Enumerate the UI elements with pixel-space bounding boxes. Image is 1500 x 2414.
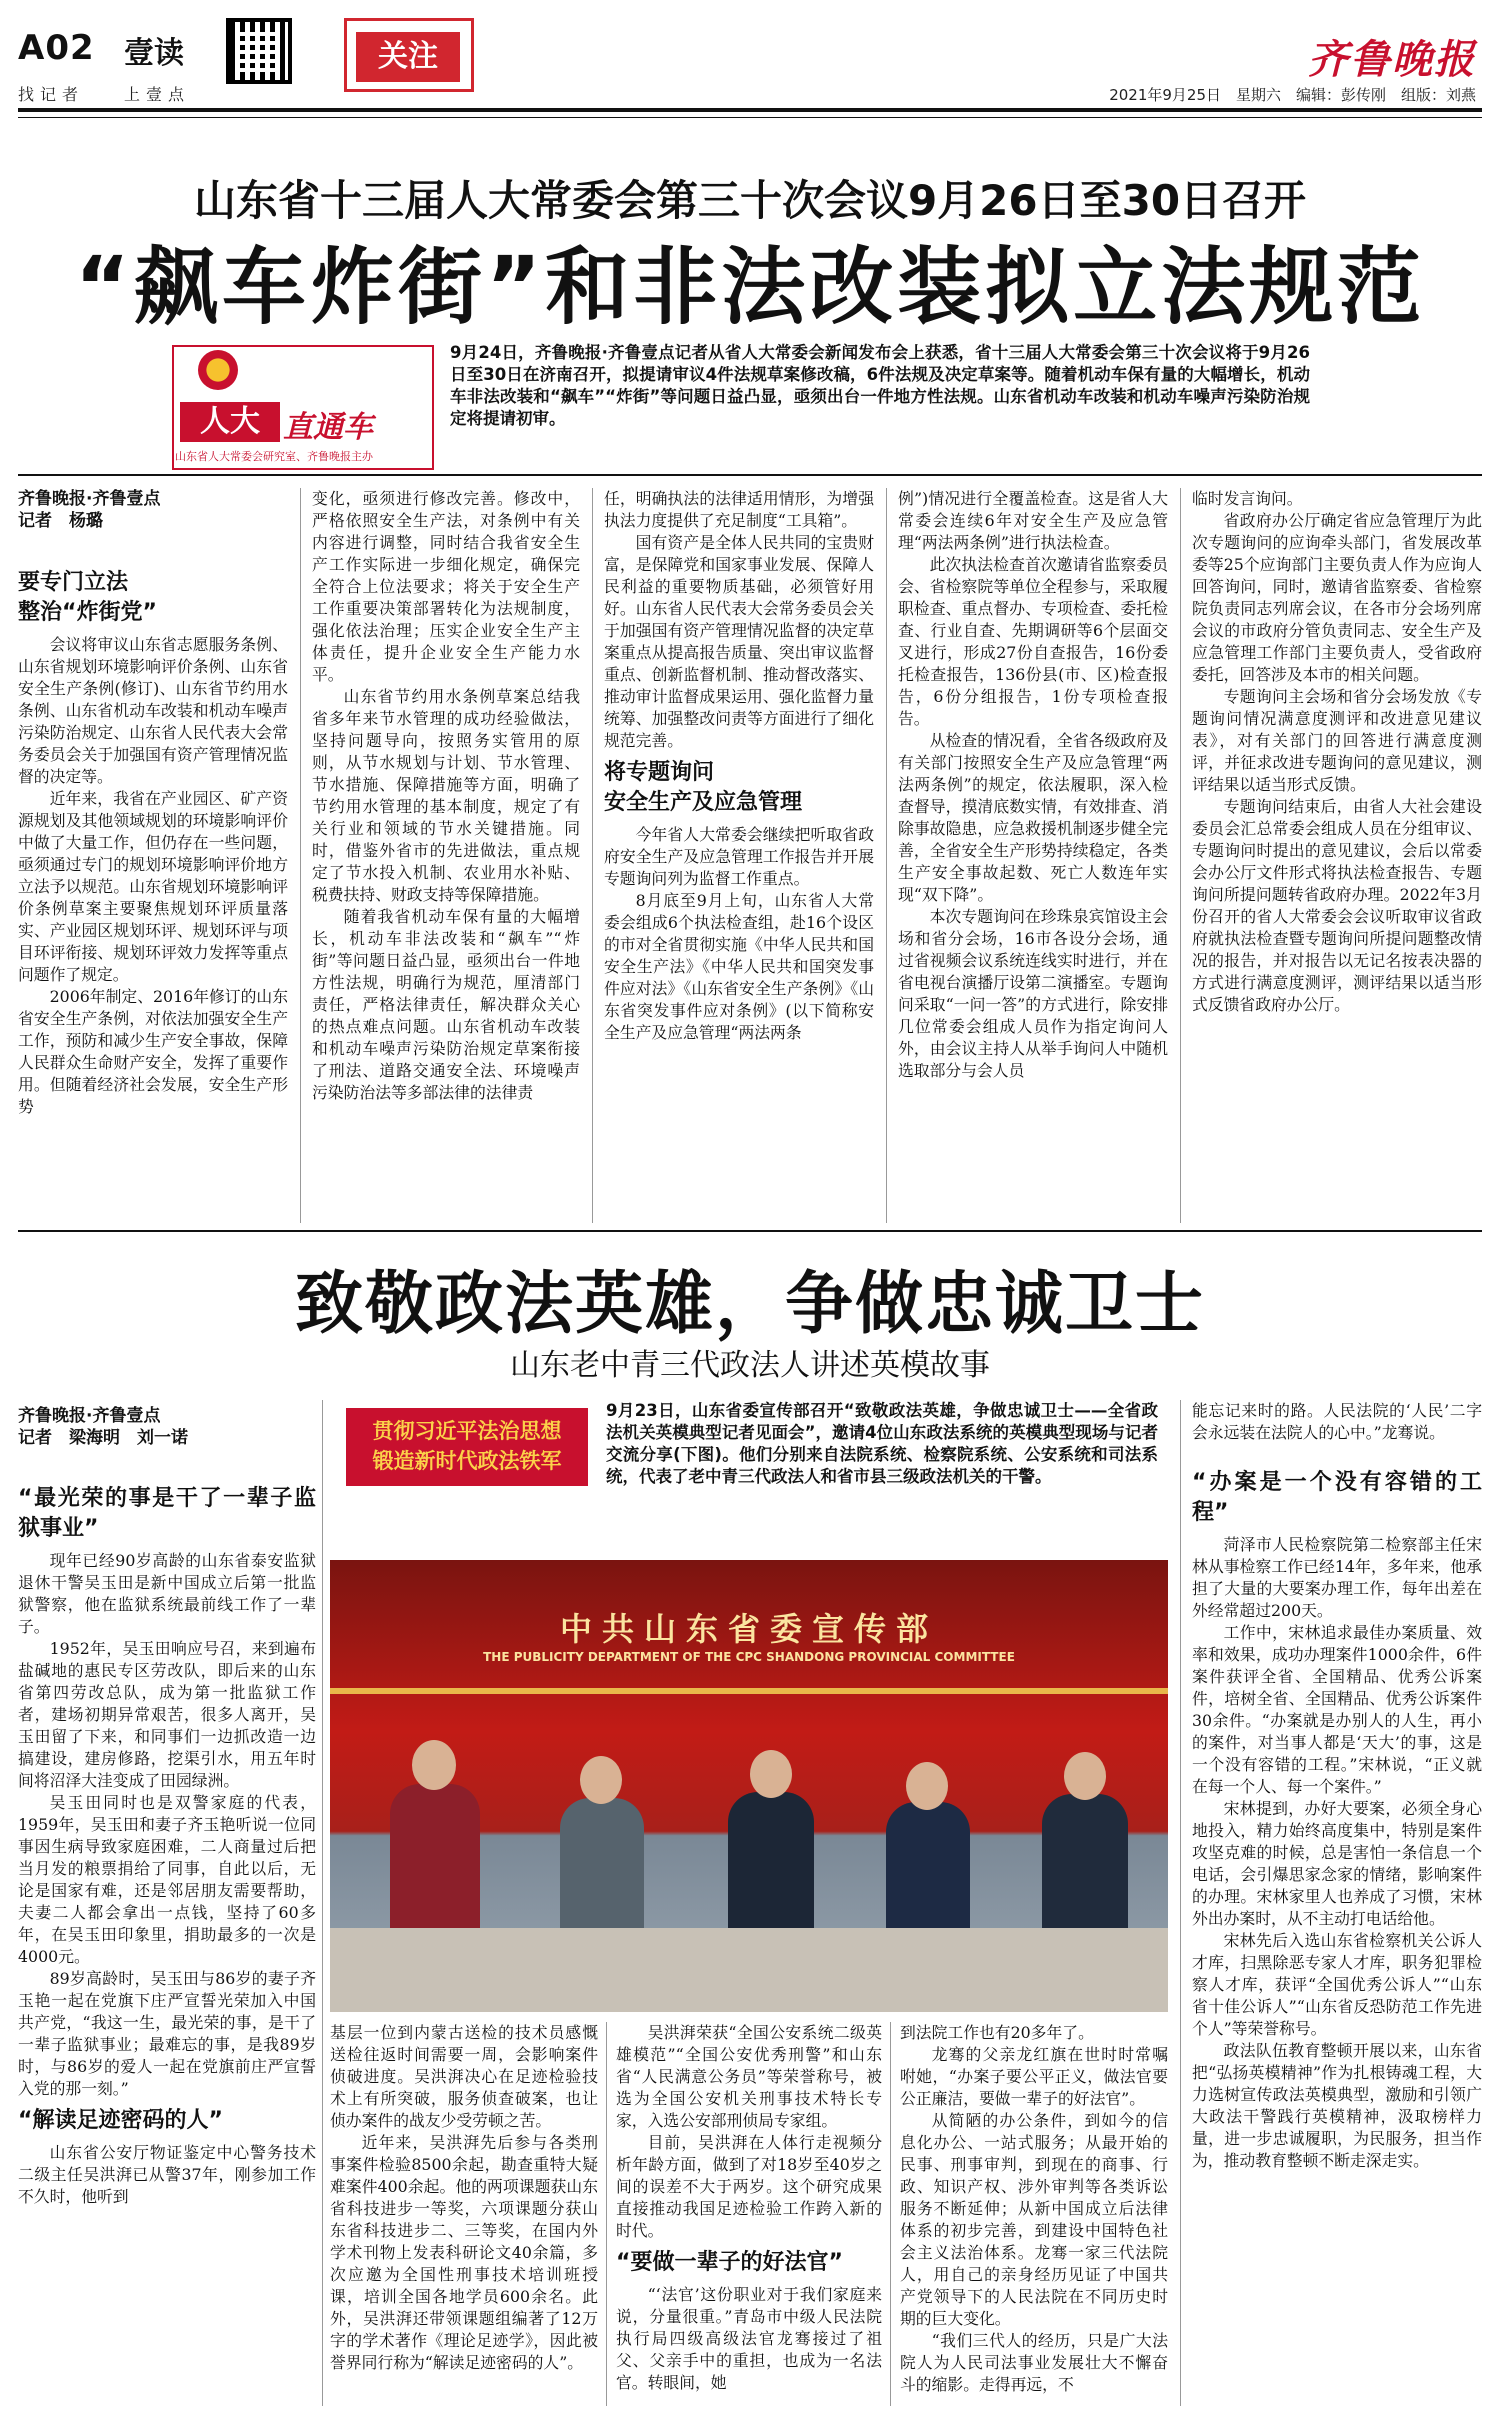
story1-column-3	[604, 488, 874, 1223]
column-divider	[606, 2022, 607, 2406]
paragraph: 山东省公安厅物证鉴定中心警务技术二级主任吴洪湃已从警37年，刚参加工作不久时，他听到	[18, 2143, 316, 2206]
speaker-figure	[560, 1798, 644, 1934]
story2-column-4	[900, 2022, 1168, 2406]
paragraph: 会议将审议山东省志愿服务条例、山东省规划环境影响评价条例、山东省安全生产条例(修订)、山东省节约用水条例、山东省机动车改装和机动车噪声污染防治规定、山东省人民代表大会常务委员会关于加强国有资产管理情况监督的决定等。	[18, 635, 288, 786]
paragraph: 8月底至9月上旬，山东省人大常委会组成6个执法检查组，赴16个设区的市对全省贯彻实施《中华人民共和国安全生产法》《中华人民共和国突发事件应对法》《山东省安全生产条例》《山东省突发事件应对条例》(以下简称安全生产及应急管理“两法两条	[604, 891, 874, 1042]
story2-column-1	[18, 1478, 316, 2406]
backdrop-stripe	[330, 1688, 1168, 1694]
section-tag: 关注	[356, 32, 460, 82]
paragraph: 宋林提到，办好大要案，必须全身心地投入，精力始终高度集中，特别是案件攻坚克难的时候，总是害怕一条信息一个电话，会引爆思家念家的情绪，影响案件的办理。宋林家里人也养成了习惯，宋林外出办案时，从不主动打电话给他。	[1192, 1799, 1482, 1928]
paragraph: 省政府办公厅确定省应急管理厅为此次专题询问的应询牵头部门，省发展改革委等25个应询部门主要负责人作为应询人回答询问，同时，邀请省监察委、省检察院负责同志列席会议，在各市分会场列席会议的市政府分管负责同志、安全生产及应急管理工作部门主要负责人，受省政府委托，回答涉及本市的相关问题。	[1192, 511, 1482, 684]
paragraph: 宋林先后入选山东省检察机关公诉人才库，扫黑除恶专家人才库，职务犯罪检察人才库，获评“全国优秀公诉人”“山东省十佳公诉人”“山东省反恐防范工作先进个人”等荣誉称号。	[1192, 1931, 1482, 2038]
column-divider	[1180, 488, 1181, 1223]
story2-column-2	[330, 2022, 598, 2406]
header-rule	[18, 108, 1482, 118]
speaker-figure	[886, 1802, 970, 1934]
subheading: 将专题询问 安全生产及应急管理	[604, 760, 803, 815]
subheading: “办案是一个没有容错的工程”	[1192, 1470, 1482, 1525]
paragraph: 本次专题询问在珍珠泉宾馆设主会场和省分会场，16市各设分会场，通过省视频会议系统连线实时进行，并在省电视台演播厅设第二演播室。专题询问采取“一问一答”的方式进行，除安排几位常委会组成人员作为指定询问人外，由会议主持人从举手询问人中随机选取部分与会人员	[898, 907, 1168, 1080]
paragraph: 从检查的情况看，全省各级政府及有关部门按照安全生产及应急管理“两法两条例”的规定，依法履职，深入检查督导，摸清底数实情，有效排查、消除事故隐患，应急救援机制逐步健全完善，全省安全生产形势持续稳定，各类生产安全事故起数、死亡人数连年实现“双下降”。	[898, 731, 1168, 904]
photo-backdrop-title: 中共山东省委宣传部	[559, 1610, 938, 1648]
paragraph: 国有资产是全体人民共同的宝贵财富，是保障党和国家事业发展、保障人民利益的重要物质基础，必须管好用好。山东省人民代表大会常务委员会关于加强国有资产管理情况监督的决定草案重点从提高报告质量、突出审议监督重点、创新监督机制、推动督改落实、推动审计监督成果运用、强化监督力量统筹、加强整改问责等方面进行了细化规范完善。	[604, 533, 874, 750]
story1-headline: “飙车炸街”和非法改装拟立法规范	[74, 238, 1426, 336]
paragraph: 专题询问结束后，由省人大社会建设委员会汇总常委会组成人员在分组审议、专题询问时提出的意见建议，会后以常委会办公厅文件形式将执法检查报告、专题询问所提问题转省政府办理。2022年3月份召开的省人大常委会会议听取审议省政府就执法检查暨专题询问所提问题整改情况的报告，并对报告以无记名按表决器的方式进行满意度测评，测评结果以适当形式反馈省政府办公厅。	[1192, 797, 1482, 1014]
column-divider	[890, 2022, 891, 2406]
paragraph: 例”)情况进行全覆盖检查。这是省人大常委会连续6年对安全生产及应急管理“两法两条例”进行执法检查。	[898, 489, 1168, 552]
photo-backdrop-subtitle: THE PUBLICITY DEPARTMENT OF THE CPC SHANDONG PROVINCIAL COMMITTEE	[483, 1650, 1015, 1664]
paragraph: 此次执法检查首次邀请省监察委员会、省检察院等单位全程参与，采取履职检查、重点督办、专项检查、委托检查、行业自查、先期调研等6个层面交叉进行，形成27份自查报告，16份委托检查报告，136份县(市、区)检查报告，6份分组报告，1份专项检查报告。	[898, 555, 1168, 728]
paragraph: 近年来，吴洪湃先后参与各类刑事案件检验8500余起，勘查重特大疑难案件400余起。他的两项课题获山东省科技进步一等奖，六项课题分获山东省科技进步二、三等奖，在国内外学术刊物上发表科研论文40余篇，多次应邀为全国性刑事技术培训班授课，培训全国各地学员600余名。此外，吴洪湃还带领课题组编著了12万字的学术著作《理论足迹学》，因此被誉界同行称为“解读足迹密码的人”。	[330, 2133, 598, 2372]
newspaper-logo: 齐鲁晚报	[1308, 36, 1476, 83]
story2-column-5	[1192, 1400, 1482, 2406]
paragraph: 近年来，我省在产业园区、矿产资源规划及其他领域规划的环境影响评价中做了大量工作，但仍存在一些问题，亟须通过专门的规划环境影响评价地方立法予以规范。山东省规划环境影响评价条例草案主要聚焦规划环评质量落实、产业园区规划环评、规划环评与项目环评衔接、规划环评效力发挥等重点问题作了规定。	[18, 789, 288, 984]
emblem-icon	[198, 350, 238, 390]
story1-column-5	[1192, 488, 1482, 1223]
subheading: 要专门立法 整治“炸街党”	[18, 570, 157, 625]
section-tagline-right: 上壹点	[124, 85, 191, 104]
speaker-head	[580, 1756, 622, 1804]
speaker-head	[1064, 1752, 1106, 1800]
column-divider	[592, 488, 593, 1223]
paragraph: 龙骞的父亲龙红旗在世时时常嘱咐她，“办案子要公平正义，做法官要公正廉洁，要做一辈子的好法官”。	[900, 2045, 1168, 2108]
paragraph: 现年已经90岁高龄的山东省泰安监狱退休干警吴玉田是新中国成立后第一批监狱警察，他在监狱系统最前线工作了一辈子。	[18, 1551, 316, 1636]
story2-lead: 9月23日，山东省委宣传部召开“致敬政法英雄，争做忠诚卫士——全省政法机关英模典型记者见面会”，邀请4位山东政法系统的英模典型现场与记者交流分享(下图)。他们分别来自法院系统、检察院系统、公安系统和司法系统，代表了老中青三代政法人和省市县三级政法机关的干警。	[606, 1401, 1158, 1486]
subheading: “解读足迹密码的人”	[18, 2108, 223, 2133]
paragraph: 任，明确执法的法律适用情形，为增强执法力度提供了充足制度“工具箱”。	[604, 489, 874, 530]
speaker-figure	[390, 1784, 480, 1934]
paragraph: 能忘记来时的路。人民法院的‘人民’二字会永远装在法院人的心中。”龙骞说。	[1192, 1401, 1482, 1442]
divider	[18, 1230, 1482, 1232]
story2-headline: 致敬政法英雄，争做忠诚卫士	[294, 1265, 1205, 1344]
subheading: “最光荣的事是干了一辈子监狱事业”	[18, 1486, 316, 1541]
paragraph: 89岁高龄时，吴玉田与86岁的妻子齐玉艳一起在党旗下庄严宣誓光荣加入中国共产党，“我这一生，最光荣的事，是干了一辈子监狱事业；最难忘的事，是我89岁时，与86岁的爱人一起在党旗前庄严宣誓入党的那一刻。”	[18, 1969, 316, 2098]
story2-column-3	[616, 2022, 882, 2406]
stage-table	[330, 1928, 1168, 2012]
column-logo-text-b: 直通车	[283, 410, 373, 445]
story2-byline	[18, 1405, 318, 1449]
subheading: “要做一辈子的好法官”	[616, 2250, 843, 2275]
speaker-figure	[1042, 1794, 1128, 1934]
qr-code-icon[interactable]	[226, 18, 292, 84]
paragraph: 吴玉田同时也是双警家庭的代表，1959年，吴玉田和妻子齐玉艳听说一位同事因生病导致家庭困难，二人商量过后把当月发的粮票捐给了同事，自此以后，无论是国家有难，还是邻居朋友需要帮助，夫妻二人都会拿出一点钱，坚持了60多年，在吴玉田印象里，捐助最多的一次是4000元。	[18, 1793, 316, 1966]
press-conference-photo	[330, 1560, 1168, 2012]
story1-column-2	[312, 488, 580, 1223]
column-divider	[1180, 1400, 1181, 2406]
paragraph: 基层一位到内蒙古送检的技术员感慨送检往返时间需要一周，会影响案件侦破进度。吴洪湃决心在足迹检验技术上有所突破，服务侦查破案，也让侦办案件的战友少受劳顿之苦。	[330, 2023, 598, 2130]
paragraph: 随着我省机动车保有量的大幅增长，机动车非法改装和“飙车”“炸街”等问题日益凸显，亟须出台一件地方性法规，明确行为规范，厘清部门责任，严格法律责任，解决群众关心的热点难点问题。山东省机动车改装和机动车噪声污染防治规定草案衔接了刑法、道路交通安全法、环境噪声污染防治法等多部法律的法律责	[312, 907, 580, 1102]
speaker-head	[412, 1740, 456, 1790]
paragraph: 临时发言询问。	[1192, 489, 1303, 508]
paragraph: 到法院工作也有20多年了。	[900, 2023, 1094, 2042]
column-divider	[886, 488, 887, 1223]
paragraph: 从简陋的办公条件，到如今的信息化办公、一站式服务；从最开始的民事、刑事审判，到现在的商事、行政、知识产权、涉外审判等各类诉讼服务不断延伸；从新中国成立后法律体系的初步完善，到建设中国特色社会主义法治体系。龙骞一家三代法院人，用自己的亲身经历见证了中国共产党领导下的人民法院在不同历史时期的巨大变化。	[900, 2111, 1168, 2328]
paragraph: 2006年制定、2016年修订的山东省安全生产条例，对依法加强安全生产工作，预防和减少生产安全事故，保障人民群众生命财产安全，发挥了重要作用。但随着经济社会发展，安全生产形势	[18, 987, 288, 1116]
byline-reporter: 记者 杨璐	[18, 511, 103, 531]
paragraph: “我们三代人的经历，只是广大法院人为人民司法事业发展壮大不懈奋斗的缩影。走得再远，不	[900, 2331, 1168, 2394]
paragraph: 1952年，吴玉田响应号召，来到遍布盐碱地的惠民专区劳改队，即后来的山东省第四劳改总队，成为第一批监狱工作者，建场初期异常艰苦，很多人离开，吴玉田留了下来，和同事们一边抓改造一边搞建设，建房修路，挖渠引水，用五年时间将沼泽大洼变成了田园绿洲。	[18, 1639, 316, 1790]
byline-outlet: 齐鲁晚报·齐鲁壹点	[18, 489, 161, 509]
story2-kicker: 山东老中青三代政法人讲述英模故事	[510, 1348, 990, 1383]
issue-info: 2021年9月25日 星期六 编辑：彭传刚 组版：刘燕	[1109, 86, 1476, 104]
paragraph: 工作中，宋林追求最佳办案质量、效率和效果，成功办理案件1000余件，6件案件获评全省、全国精品、优秀公诉案件，培树全省、全国精品、优秀公诉案件30余件。“办案就是办别人的人生，再小的案件，对当事人都是‘天大’的事，这是一个没有容错的工程。”宋林说，“正义就在每一个人、每一个案件。”	[1192, 1623, 1482, 1796]
paragraph: 目前，吴洪湃在人体行走视频分析年龄方面，做到了对18岁至40岁之间的误差不大于两岁。这个研究成果直接推动我国足迹检验工作跨入新的时代。	[616, 2133, 882, 2240]
column-logo-text-a: 人大	[180, 402, 280, 442]
section-name: 壹读	[124, 36, 184, 71]
column-divider	[300, 488, 301, 1223]
column-divider	[322, 1400, 323, 2406]
byline-outlet: 齐鲁晚报·齐鲁壹点	[18, 1406, 161, 1426]
paragraph: 山东省节约用水条例草案总结我省多年来节水管理的成功经验做法，坚持问题导向，按照务实管用的原则，从节水规划与计划、节水管理、节水措施、保障措施等方面，明确了节约用水管理的基本制度，规定了有关行业和领域的节水关键措施。同时，借鉴外省市的先进做法，重点规定了节水投入机制、农业用水补贴、税费扶持、财政支持等保障措施。	[312, 687, 580, 904]
paragraph: 变化，亟须进行修改完善。修改中，严格依照安全生产法，对条例中有关内容进行调整，同时结合我省安全生产工作实际进一步细化规定，确保完全符合上位法要求；将关于安全生产工作重要决策部署转化为法规制度，强化依法治理；压实企业安全生产主体责任，提升企业安全生产能力水平。	[312, 489, 580, 684]
byline-reporter: 记者 梁海明 刘一诺	[18, 1428, 188, 1448]
paragraph: 政法队伍教育整顿开展以来，山东省把“弘扬英模精神”作为扎根铸魂工程，大力选树宣传政法英模典型，激励和引领广大政法干警践行英模精神，汲取榜样力量，进一步忠诚履职，为民服务，担当作为，推动教育整顿不断走深走实。	[1192, 2041, 1482, 2170]
column-logo-caption: 山东省人大常委会研究室、齐鲁晚报主办	[175, 450, 373, 463]
story1-kicker: 山东省十三届人大常委会第三十次会议9月26日至30日召开	[193, 176, 1307, 225]
paragraph: 今年省人大常委会继续把听取省政府安全生产及应急管理工作报告并开展专题询问列为监督工作重点。	[604, 825, 874, 888]
campaign-banner: 贯彻习近平法治思想 锻造新时代政法铁军	[346, 1408, 588, 1486]
speaker-figure	[728, 1792, 814, 1934]
story1-column-4	[898, 488, 1168, 1223]
speaker-head	[906, 1762, 948, 1810]
story1-lead: 9月24日，齐鲁晚报·齐鲁壹点记者从省人大常委会新闻发布会上获悉，省十三届人大常委会第三十次会议将于9月26日至30日在济南召开，拟提请审议4件法规草案修改稿，6件法规及决定草案等。随着机动车保有量的大幅增长，机动车非法改装和“飙车”“炸街”等问题日益凸显，亟须出台一件地方性法规。山东省机动车改装和机动车噪声污染防治规定将提请初审。	[450, 343, 1310, 428]
divider	[18, 474, 1482, 476]
page-number: A02	[18, 28, 95, 68]
story1-column-1	[18, 488, 288, 1223]
section-tagline-left: 找记者	[18, 85, 85, 104]
speaker-head	[750, 1750, 792, 1798]
paragraph: 菏泽市人民检察院第二检察部主任宋林从事检察工作已经14年，多年来，他承担了大量的大要案办理工作，每年出差在外经常超过200天。	[1192, 1535, 1482, 1620]
paragraph: 专题询问主会场和省分会场发放《专题询问情况满意度测评和改进意见建议表》，对有关部门的回答进行满意度测评，并征求改进专题询问的意见建议，测评结果以适当形式反馈。	[1192, 687, 1482, 794]
paragraph: 吴洪湃荣获“全国公安系统二级英雄模范”“全国公安优秀刑警”和山东省“人民满意公务员”等荣誉称号，被选为全国公安机关刑事技术特长专家，入选公安部刑侦局专家组。	[616, 2023, 882, 2130]
paragraph: “‘法官’这份职业对于我们家庭来说，分量很重。”青岛市中级人民法院执行局四级高级法官龙骞接过了祖父、父亲手中的重担，也成为一名法官。转眼间，她	[616, 2285, 882, 2392]
